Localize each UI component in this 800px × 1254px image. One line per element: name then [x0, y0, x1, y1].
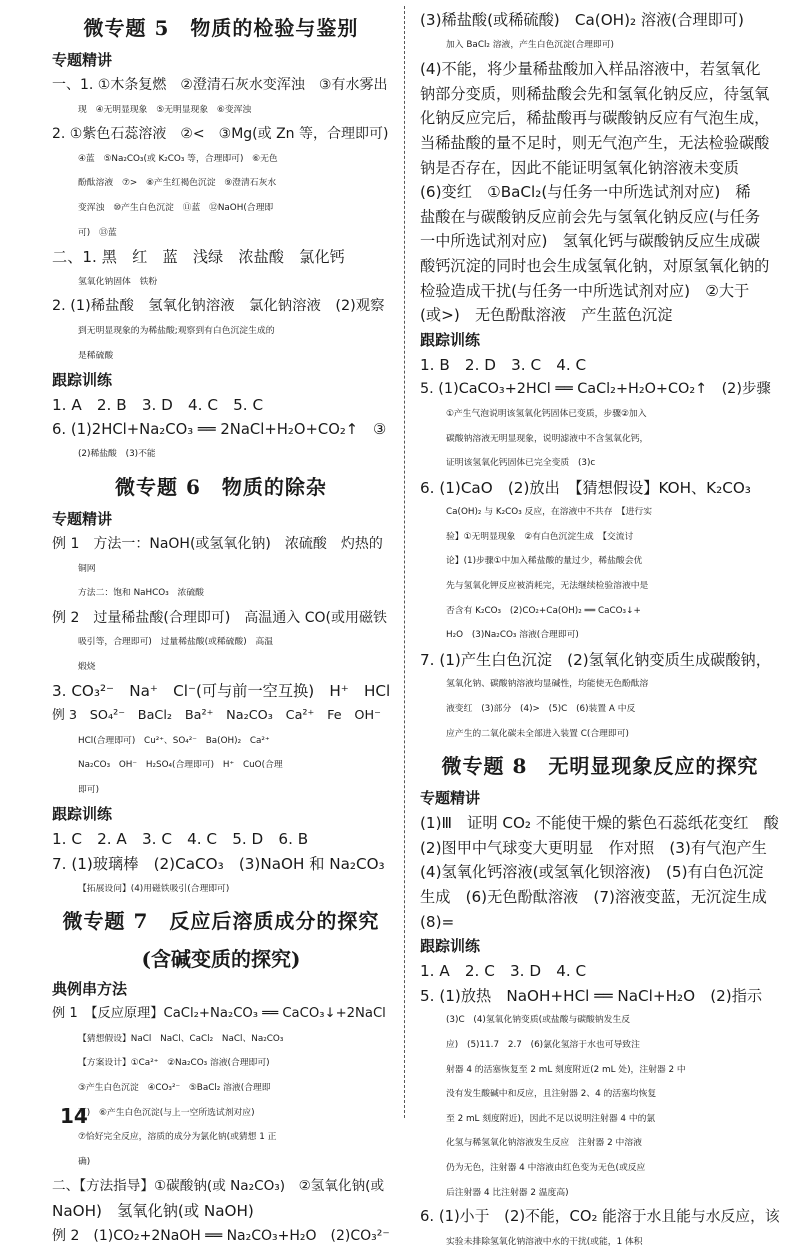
- answer-line: NaOH) 氢氧化钠(或 NaOH): [52, 1201, 254, 1220]
- answer-line: 到无明显现象的为稀盐酸;观察到有白色沉淀生成的: [78, 325, 275, 336]
- answer-line: 例 3 SO₄²⁻ BaCl₂ Ba²⁺ Na₂CO₃ Ca²⁺ Fe OH⁻: [52, 708, 381, 724]
- answer-line: (3)稀盐酸(或稀硫酸) Ca(OH)₂ 溶液(合理即可): [420, 11, 744, 29]
- answer-line: (4)氢氧化钙溶液(或氢氧化钡溶液) (5)有白色沉淀: [420, 863, 764, 882]
- answer-line: 6. (1)2HCl+Na₂CO₃ ══ 2NaCl+H₂O+CO₂↑ ③: [52, 420, 387, 438]
- answer-line: 实验未排除氢氧化钠溶液中水的干扰(或能，1 体积: [446, 1236, 643, 1247]
- section-title: 微专题 6 物质的除杂: [115, 474, 327, 499]
- answer-line: 酸钙沉淀的同时也会生成氢氧化钠，对原氢氧化钠的: [420, 256, 770, 275]
- answer-line: 现 ④无明显现象 ⑤无明显现象 ⑥变浑浊: [78, 104, 252, 115]
- answer-line: 否含有 K₂CO₃ (2)CO₂+Ca(OH)₂ ══ CaCO₃↓+: [446, 605, 641, 616]
- section-title: 微专题 5 物质的检验与鉴别: [83, 16, 359, 40]
- answer-line: (2)稀盐酸 (3)不能: [78, 449, 156, 460]
- answer-line: 6. (1)小于 (2)不能，CO₂ 能溶于水且能与水反应，该: [420, 1208, 780, 1226]
- answer-line: 确): [78, 1156, 91, 1167]
- answer-line: 方法二：饱和 NaHCO₃ 浓硫酸: [78, 588, 204, 599]
- answer-line: (1)Ⅲ 证明 CO₂ 不能使干燥的紫色石蕊纸花变红 酸: [420, 814, 779, 833]
- answer-line: 5. (1)放热 NaOH+HCl ══ NaCl+H₂O (2)指示: [420, 986, 763, 1005]
- answer-line: 5. (1)CaCO₃+2HCl ══ CaCl₂+H₂O+CO₂↑ (2)步骤: [420, 381, 771, 398]
- answer-line: 应产生的二氧化碳未全部进入装置 C(合理即可): [446, 728, 629, 739]
- answer-line: 化钠反应完后，稀盐酸再与碳酸钠反应有气泡生成，: [420, 109, 770, 128]
- answer-line: 1. A 2. C 3. D 4. C: [420, 962, 587, 981]
- answer-line: 铜网: [78, 563, 96, 574]
- subsection-heading: 跟踪训练: [420, 937, 481, 956]
- answer-line: 例 2 过量稀盐酸(合理即可) 高温通入 CO(或用磁铁: [52, 609, 387, 626]
- answer-line: 例 1 方法一：NaOH(或氢氧化钠) 浓硫酸 灼热的: [52, 535, 383, 552]
- right-column: [420, 8, 780, 1247]
- answer-line: 可) ⑥产生白色沉淀(与上一空所选试剂对应): [78, 1107, 255, 1118]
- answer-line: 【方案设计】①Ca²⁺ ②Na₂CO₃ 溶液(合理即可): [78, 1058, 270, 1069]
- answer-line: ③产生白色沉淀 ④CO₃²⁻ ⑤BaCl₂ 溶液(合理即: [78, 1083, 271, 1093]
- answer-line: 盐酸在与碳酸钠反应前会先与氢氧化钠反应(与任务: [420, 207, 761, 226]
- answer-line: 二、1. 黑 红 蓝 浅绿 浓盐酸 氯化钙: [52, 248, 345, 267]
- answer-line: ①产生气泡说明该氢氧化钙固体已变质，步骤②加入: [446, 408, 647, 419]
- answer-line: 3. CO₃²⁻ Na⁺ Cl⁻(可与前一空互换) H⁺ HCl: [52, 682, 391, 701]
- answer-line: (2)图甲中气球变大更明显 作对照 (3)有气泡产生: [420, 838, 767, 857]
- answer-line: 1. B 2. D 3. C 4. C: [420, 355, 587, 374]
- subsection-heading: 专题精讲: [420, 789, 481, 808]
- answer-line: 6. (1)CaO (2)放出 【猜想假设】KOH、K₂CO₃: [420, 478, 751, 497]
- answer-line: H₂O (3)Na₂CO₃ 溶液(合理即可): [446, 630, 579, 641]
- answer-line: 射器 4 的活塞恢复至 2 mL 刻度附近(2 mL 处)，注射器 2 中: [446, 1064, 686, 1075]
- answer-line: 钠部分变质，则稀盐酸会先和氢氧化钠反应，待氢氧: [420, 84, 770, 103]
- answer-line: 先与氢氧化钾反应被消耗完，无法继续检验溶液中是: [446, 581, 649, 592]
- section-title: 微专题 8 无明显现象反应的探究: [441, 754, 759, 779]
- answer-line: 一中所选试剂对应) 氢氧化钙与碳酸钠反应生成碳: [420, 232, 761, 251]
- answer-line: 没有发生酸碱中和反应，且注射器 2、4 的活塞均恢复: [446, 1089, 657, 1100]
- subsection-heading: 跟踪训练: [420, 330, 481, 349]
- answer-line: 碳酸钠溶液无明显现象，说明滤液中不含氢氧化钙，: [446, 433, 649, 444]
- answer-line: 后注射器 4 比注射器 2 温度高): [446, 1187, 569, 1198]
- answer-line: 化氢与稀氢氧化钠溶液发生反应 注射器 2 中溶液: [446, 1138, 642, 1149]
- answer-line: 氢氧化钠、碳酸钠溶液均显碱性，均能使无色酚酞溶: [446, 679, 649, 690]
- answer-line: (或>) 无色酚酞溶液 产生蓝色沉淀: [420, 306, 673, 325]
- answer-line: 7. (1)玻璃棒 (2)CaCO₃ (3)NaOH 和 Na₂CO₃: [52, 855, 385, 874]
- column-divider: [404, 6, 405, 1118]
- answer-line: 2. ①紫色石蕊溶液 ②< ③Mg(或 Zn 等，合理即可): [52, 126, 389, 143]
- answer-line: 应) (5)11.7 2.7 (6)氯化氢溶于水也可导致注: [446, 1039, 640, 1050]
- answer-line: 一、1. ①木条复燃 ②澄清石灰水变浑浊 ③有水雾出: [52, 77, 388, 93]
- answer-line: 【猜想假设】NaCl NaCl、CaCl₂ NaCl、Na₂CO₃: [78, 1033, 284, 1044]
- section-subtitle: (含碱变质的探究): [141, 947, 301, 972]
- answer-line: 例 1 【反应原理】CaCl₂+Na₂CO₃ ══ CaCO₃↓+2NaCl: [52, 1006, 386, 1022]
- answer-line: HCl(合理即可) Cu²⁺、SO₄²⁻ Ba(OH)₂ Ca²⁺: [78, 735, 270, 746]
- answer-line: 证明该氢氧化钙固体已完全变质 (3)c: [446, 458, 596, 469]
- subsection-heading: 跟踪训练: [52, 805, 113, 824]
- answer-line: 变浑浊 ⑩产生白色沉淀 ⑪蓝 ⑫NaOH(合理即: [78, 202, 274, 213]
- answer-line: 是稀硫酸: [78, 350, 114, 361]
- answer-line: 仍为无色，注射器 4 中溶液由红色变为无色(或反应: [446, 1162, 646, 1173]
- answer-line: 即可): [78, 784, 100, 795]
- page-number: 14: [60, 1104, 88, 1128]
- answer-line: ④蓝 ⑤Na₂CO₃(或 K₂CO₃ 等，合理即可) ⑥无色: [78, 153, 278, 164]
- answer-line: 当稀盐酸的量不足时，则无气泡产生，无法检验碳酸: [420, 133, 770, 152]
- answer-line: 煅烧: [78, 661, 96, 672]
- subsection-heading: 跟踪训练: [52, 371, 113, 390]
- answer-line: 二、【方法指导】①碳酸钠(或 Na₂CO₃) ②氢氧化钠(或: [52, 1178, 385, 1195]
- answer-line: 【拓展设问】(4)用磁铁吸引(合理即可): [78, 883, 230, 894]
- subsection-heading: 专题精讲: [52, 509, 113, 528]
- answer-line: 吸引等，合理即可) 过量稀盐酸(或稀硫酸) 高温: [78, 637, 274, 648]
- answer-line: 氢氧化钠固体 铁粉: [78, 276, 158, 287]
- answer-line: 至 2 mL 刻度附近)，因此不足以说明注射器 4 中的氯: [446, 1113, 656, 1124]
- answer-line: Ca(OH)₂ 与 K₂CO₃ 反应，在溶液中不共存 【进行实: [446, 507, 653, 518]
- answer-line: 1. C 2. A 3. C 4. C 5. D 6. B: [52, 830, 309, 849]
- answer-line: 验】①无明显现象 ②有白色沉淀生成 【交流讨: [446, 531, 634, 542]
- section-title: 微专题 7 反应后溶质成分的探究: [62, 909, 380, 934]
- answer-line: (8)=: [420, 912, 455, 931]
- answer-line: Na₂CO₃ OH⁻ H₂SO₄(合理即可) H⁺ CuO(合理: [78, 760, 283, 771]
- answer-line: (6)变红 ①BaCl₂(与任务一中所选试剂对应) 稀: [420, 183, 751, 202]
- answer-line: (4)不能，将少量稀盐酸加入样品溶液中，若氢氧化: [420, 60, 761, 79]
- answer-line: 2. (1)稀盐酸 氢氧化钠溶液 氯化钠溶液 (2)观察: [52, 298, 385, 315]
- answer-line: 例 2 (1)CO₂+2NaOH ══ Na₂CO₃+H₂O (2)CO₃²⁻: [52, 1227, 390, 1244]
- answer-line: 7. (1)产生白色沉淀 (2)氢氧化钠变质生成碳酸钠，: [420, 650, 771, 669]
- subsection-heading: 专题精讲: [52, 51, 113, 69]
- answer-line: 可) ⑬蓝: [78, 227, 117, 238]
- answer-line: 论】(1)步骤①中加入稀盐酸的量过少，稀盐酸会优: [446, 556, 643, 567]
- answer-line: 1. A 2. B 3. D 4. C 5. C: [52, 396, 264, 415]
- subsection-heading: 典例串方法: [52, 980, 128, 999]
- answer-line: (3)C (4)氢氧化钠变质(或盐酸与碳酸钠发生反: [446, 1015, 631, 1026]
- answer-line: 加入 BaCl₂ 溶液，产生白色沉淀(合理即可): [446, 39, 614, 50]
- answer-line: 检验造成干扰(与任务一中所选试剂对应) ②大于: [420, 281, 750, 300]
- answer-line: 酚酞溶液 ⑦> ⑧产生红褐色沉淀 ⑨澄清石灰水: [78, 178, 277, 189]
- answer-line: 钠是否存在，因此不能证明氢氧化钠溶液未变质: [420, 158, 739, 177]
- answer-line: ⑦恰好完全反应，溶质的成分为氯化钠(或猜想 1 正: [78, 1132, 277, 1143]
- answer-line: 液变红 (3)部分 (4)> (5)C (6)装置 A 中反: [446, 704, 636, 715]
- answer-line: 生成 (6)无色酚酞溶液 (7)溶液变蓝，无沉淀生成: [420, 888, 767, 906]
